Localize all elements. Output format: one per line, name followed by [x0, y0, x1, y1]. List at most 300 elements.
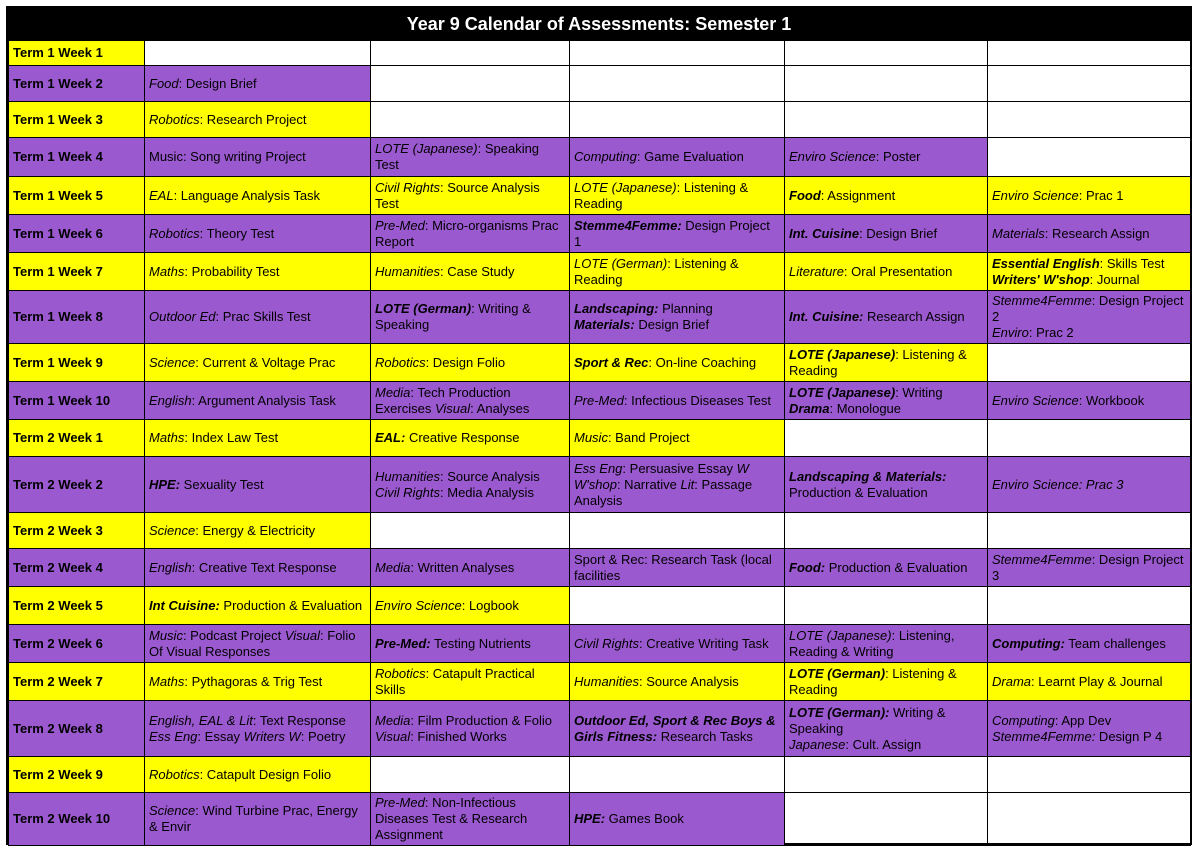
- cell-text: Maths: [149, 263, 185, 279]
- table-row: [9, 701, 1191, 757]
- week-label: Term 1 Week 10: [9, 382, 145, 420]
- cell-text: Robotics: [149, 111, 200, 127]
- cell-text: Computing: [574, 149, 637, 164]
- cell-text: Food: [789, 187, 821, 203]
- cell-text: : Non-Infectious Diseases Test & Research Assignment: [375, 795, 528, 842]
- cell-text: : Language Analysis Task: [173, 187, 321, 203]
- assessment-cell: [988, 215, 1191, 253]
- assessment-cell: [371, 701, 570, 757]
- cell-text: Food:: [789, 559, 826, 575]
- cell-text: Games Book: [605, 811, 684, 826]
- cell-text: LOTE (Japanese): [789, 627, 892, 643]
- assessment-cell: [145, 587, 371, 625]
- cell-text: : Design Brief: [859, 225, 938, 241]
- week-label: Term 1 Week 2: [9, 66, 145, 102]
- assessment-cell: [988, 138, 1191, 177]
- cell-text: Int. Cuisine:: [789, 309, 864, 324]
- assessment-cell: [785, 215, 988, 253]
- week-label: Term 2 Week 3: [9, 513, 145, 549]
- cell-text: : Research Assign: [1044, 225, 1150, 241]
- cell-text: : Narrative: [616, 476, 681, 492]
- cell-text: : Creative Writing Task: [639, 635, 769, 651]
- assessment-cell: [371, 253, 570, 291]
- assessment-cell: [570, 382, 785, 420]
- cell-text: : Prac 1: [1078, 187, 1124, 203]
- table-row: [9, 457, 1191, 513]
- cell-text: Essential English: [992, 255, 1100, 271]
- assessment-cell: [145, 177, 371, 215]
- cell-text: Food: [149, 75, 179, 91]
- assessment-cell: [988, 253, 1191, 291]
- assessment-cell: [145, 549, 371, 587]
- assessment-cell: [371, 625, 570, 663]
- cell-text: English, EAL & Lit: [149, 712, 253, 728]
- assessment-cell: [988, 344, 1191, 382]
- cell-text: Music: [149, 627, 183, 643]
- cell-text: : Monologue: [829, 400, 902, 416]
- cell-text: LOTE (German): [574, 255, 668, 271]
- assessment-cell: [371, 138, 570, 177]
- cell-text: Pre-Med: [375, 795, 425, 810]
- assessment-cell: [145, 344, 371, 382]
- cell-text: : Case Study: [440, 263, 515, 279]
- cell-text: Pre-Med: [574, 392, 624, 408]
- assessment-cell: [988, 382, 1191, 420]
- cell-text: Sport & Rec: [574, 354, 649, 370]
- cell-text: Lit: [680, 476, 695, 492]
- cell-text: Science: [149, 803, 196, 818]
- assessment-cell: [570, 41, 785, 66]
- cell-text: W W'shop: [574, 460, 749, 492]
- cell-text: : Argument Analysis Task: [191, 392, 336, 408]
- cell-text: Visual: [284, 627, 321, 643]
- cell-text: Maths: [149, 430, 185, 445]
- cell-text: Computing:: [992, 635, 1065, 651]
- assessment-cell: [371, 102, 570, 138]
- assessment-cell: [570, 663, 785, 701]
- assessment-cell: [570, 793, 785, 846]
- assessment-cell: [785, 757, 988, 793]
- cell-text: LOTE (German):: [789, 704, 890, 720]
- cell-text: : Journal: [1089, 271, 1140, 287]
- cell-text: Materials:: [574, 317, 635, 332]
- cell-text: Landscaping & Materials:: [789, 468, 947, 484]
- cell-text: Landscaping:: [574, 301, 659, 316]
- table-row: [9, 549, 1191, 587]
- cell-text: Robotics: [375, 665, 426, 681]
- cell-text: Ess Eng: [574, 460, 623, 476]
- cell-text: : Current & Voltage Prac: [195, 354, 336, 370]
- assessment-cell: [570, 291, 785, 344]
- cell-text: : Creative Text Response: [191, 559, 337, 575]
- cell-text: Drama: [992, 673, 1032, 689]
- cell-text: Visual: [434, 400, 471, 416]
- assessment-cell: [785, 457, 988, 513]
- cell-text: : Analyses: [470, 400, 530, 416]
- cell-text: Humanities: [375, 263, 441, 279]
- assessment-cell: [371, 215, 570, 253]
- assessment-cell: [988, 587, 1191, 625]
- cell-text: Production & Evaluation: [219, 597, 363, 613]
- assessment-cell: [785, 66, 988, 102]
- assessment-cell: [988, 41, 1191, 66]
- table-row: [9, 177, 1191, 215]
- cell-text: : Writing: [895, 384, 943, 400]
- cell-text: Pre-Med: [375, 217, 425, 233]
- cell-text: : Listening & Reading: [574, 179, 749, 211]
- cell-text: : Essay: [197, 728, 244, 744]
- cell-text: Sport & Rec: Research Task (local facilities: [574, 551, 772, 583]
- cell-text: : Band Project: [607, 430, 690, 445]
- assessment-cell: [785, 513, 988, 549]
- assessment-cell: [145, 701, 371, 757]
- cell-text: : Poster: [875, 149, 921, 164]
- cell-text: EAL:: [375, 430, 406, 445]
- assessment-cell: [988, 793, 1191, 846]
- cell-text: : Cult. Assign: [845, 736, 922, 752]
- assessment-cell: [145, 757, 371, 793]
- assessment-cell: [145, 215, 371, 253]
- week-label: Term 2 Week 2: [9, 457, 145, 513]
- assessment-cell: [785, 382, 988, 420]
- assessment-cell: [371, 344, 570, 382]
- cell-text: Production & Evaluation: [789, 484, 928, 500]
- assessment-cell: [785, 177, 988, 215]
- table-row: [9, 344, 1191, 382]
- week-label: Term 2 Week 4: [9, 549, 145, 587]
- cell-text: Stemme4Femme: [992, 293, 1092, 308]
- assessment-cell: [145, 793, 371, 846]
- assessment-cell: [785, 102, 988, 138]
- assessment-cell: [145, 625, 371, 663]
- cell-text: : Energy & Electricity: [195, 522, 316, 538]
- cell-text: Music: [574, 430, 608, 445]
- cell-text: Science: [149, 354, 196, 370]
- assessment-table: [8, 40, 1191, 846]
- cell-text: Outdoor Ed, Sport & Rec Boys & Girls Fitness:: [574, 712, 776, 744]
- cell-text: Robotics: [149, 766, 200, 782]
- cell-text: : Oral Presentation: [843, 263, 953, 279]
- assessment-cell: [570, 215, 785, 253]
- cell-text: Materials: [992, 225, 1045, 241]
- assessment-cell: [371, 291, 570, 344]
- cell-text: Drama: [789, 400, 830, 416]
- cell-text: : Listening & Reading: [789, 665, 957, 697]
- cell-text: LOTE (Japanese): [789, 384, 896, 400]
- cell-text: : Poetry: [300, 728, 346, 744]
- table-row: [9, 138, 1191, 177]
- assessment-cell: [145, 291, 371, 344]
- assessment-cell: [785, 701, 988, 757]
- week-label: Term 1 Week 7: [9, 253, 145, 291]
- cell-text: : Infectious Diseases Test: [623, 392, 772, 408]
- table-row: [9, 382, 1191, 420]
- assessment-cell: [988, 549, 1191, 587]
- cell-text: Enviro Science: [992, 392, 1079, 408]
- cell-text: : Catapult Design Folio: [199, 766, 332, 782]
- assessment-cell: [988, 625, 1191, 663]
- assessment-cell: [988, 177, 1191, 215]
- cell-text: LOTE (Japanese): [574, 179, 677, 195]
- cell-text: : Logbook: [461, 597, 519, 613]
- cell-text: Visual: [375, 728, 411, 744]
- cell-text: Writers' W'shop: [992, 271, 1090, 287]
- cell-text: Pre-Med:: [375, 635, 431, 651]
- cell-text: : Game Evaluation: [636, 149, 744, 164]
- cell-text: HPE:: [149, 476, 181, 492]
- assessment-cell: [785, 253, 988, 291]
- cell-text: : Text Response: [252, 712, 346, 728]
- cell-text: Int Cuisine:: [149, 597, 220, 613]
- cell-text: : Media Analysis: [440, 484, 534, 500]
- table-row: [9, 663, 1191, 701]
- week-label: Term 1 Week 1: [9, 41, 145, 66]
- cell-text: Creative Response: [405, 430, 520, 445]
- cell-text: LOTE (Japanese): [375, 141, 478, 156]
- assessment-cell: [371, 757, 570, 793]
- assessment-cell: [371, 663, 570, 701]
- cell-text: : Workbook: [1078, 392, 1145, 408]
- page-title: Year 9 Calendar of Assessments: Semester 1: [8, 8, 1190, 40]
- week-label: Term 1 Week 5: [9, 177, 145, 215]
- cell-text: : Listening & Reading: [789, 346, 967, 378]
- table-row: [9, 66, 1191, 102]
- assessment-cell: [145, 253, 371, 291]
- assessment-cell: [371, 177, 570, 215]
- cell-text: Testing Nutrients: [430, 635, 531, 651]
- week-label: Term 1 Week 4: [9, 138, 145, 177]
- cell-text: : Skills Test: [1099, 255, 1165, 271]
- cell-text: : Podcast Project: [182, 627, 285, 643]
- cell-text: Enviro Science: [789, 149, 876, 164]
- assessment-cell: [145, 663, 371, 701]
- cell-text: : Wind Turbine Prac, Energy & Envir: [149, 803, 358, 834]
- assessment-cell: [145, 66, 371, 102]
- cell-text: Civil Rights: [375, 179, 441, 195]
- cell-text: : Source Analysis: [440, 468, 540, 484]
- cell-text: LOTE (Japanese): [789, 346, 896, 362]
- cell-text: English: [149, 392, 192, 408]
- assessment-cell: [371, 793, 570, 846]
- assessment-cell: [570, 66, 785, 102]
- cell-text: : Source Analysis: [639, 673, 739, 689]
- table-row: [9, 757, 1191, 793]
- cell-text: : Catapult Practical Skills: [375, 665, 535, 697]
- table-row: [9, 793, 1191, 846]
- week-label: Term 1 Week 3: [9, 102, 145, 138]
- assessment-cell: [988, 663, 1191, 701]
- assessment-cell: [988, 513, 1191, 549]
- cell-text: Design Project 1: [574, 217, 770, 249]
- assessment-cell: [570, 344, 785, 382]
- table-row: [9, 215, 1191, 253]
- table-row: [9, 102, 1191, 138]
- cell-text: : Prac Skills Test: [215, 309, 311, 324]
- table-row: [9, 587, 1191, 625]
- cell-text: Stemme4Femme:: [574, 217, 682, 233]
- assessment-cell: [785, 291, 988, 344]
- cell-text: EAL: [149, 187, 174, 203]
- cell-text: Music: Song writing Project: [149, 149, 306, 164]
- cell-text: Enviro Science: [992, 187, 1079, 203]
- cell-text: : Listening, Reading & Writing: [789, 627, 955, 659]
- assessment-cell: [988, 66, 1191, 102]
- cell-text: Civil Rights: [574, 635, 640, 651]
- cell-text: : Passage Analysis: [574, 476, 753, 508]
- cell-text: Enviro: [992, 325, 1029, 340]
- table-row: [9, 253, 1191, 291]
- cell-text: : Learnt Play & Journal: [1031, 673, 1163, 689]
- assessment-cell: [570, 513, 785, 549]
- cell-text: : Design Brief: [178, 75, 257, 91]
- cell-text: : Index Law Test: [184, 430, 279, 445]
- cell-text: Stemme4Femme: [992, 551, 1092, 567]
- assessment-cell: [570, 420, 785, 457]
- cell-text: Literature: [789, 263, 844, 279]
- cell-text: Writers W: [243, 728, 301, 744]
- cell-text: : Tech Production Exercises: [375, 384, 511, 416]
- cell-text: HPE:: [574, 811, 606, 826]
- table-row: [9, 625, 1191, 663]
- assessment-cell: [570, 757, 785, 793]
- cell-text: : Probability Test: [184, 263, 280, 279]
- assessment-cell: [145, 420, 371, 457]
- assessment-cell: [570, 625, 785, 663]
- assessment-cell: [785, 344, 988, 382]
- assessment-cell: [371, 587, 570, 625]
- assessment-cell: [988, 102, 1191, 138]
- cell-text: Robotics: [375, 354, 426, 370]
- cell-text: English: [149, 559, 192, 575]
- cell-text: : Persuasive Essay: [622, 460, 737, 476]
- assessment-cell: [145, 513, 371, 549]
- cell-text: : Writing & Speaking: [375, 301, 531, 332]
- cell-text: LOTE (German): [789, 665, 886, 681]
- cell-text: Media: [375, 559, 411, 575]
- cell-text: Sexuality Test: [180, 476, 264, 492]
- assessment-cell: [988, 757, 1191, 793]
- assessment-cell: [570, 457, 785, 513]
- cell-text: : Pythagoras & Trig Test: [184, 673, 323, 689]
- cell-text: : Prac 2: [1028, 325, 1074, 340]
- cell-text: : Written Analyses: [410, 559, 515, 575]
- cell-text: Computing: [992, 712, 1055, 728]
- cell-text: Japanese: [789, 736, 846, 752]
- cell-text: : Listening & Reading: [574, 255, 739, 287]
- assessment-cell: [145, 41, 371, 66]
- table-row: [9, 291, 1191, 344]
- cell-text: Maths: [149, 673, 185, 689]
- week-label: Term 2 Week 7: [9, 663, 145, 701]
- week-label: Term 2 Week 8: [9, 701, 145, 757]
- assessment-cell: [570, 549, 785, 587]
- assessment-cell: [570, 177, 785, 215]
- assessment-cell: [785, 41, 988, 66]
- cell-text: : Research Project: [199, 111, 307, 127]
- week-label: Term 2 Week 5: [9, 587, 145, 625]
- cell-text: Design P 4: [1095, 728, 1163, 744]
- assessment-cell: [371, 457, 570, 513]
- week-label: Term 1 Week 8: [9, 291, 145, 344]
- assessment-cell: [371, 513, 570, 549]
- cell-text: : Source Analysis Test: [375, 179, 540, 211]
- assessment-cell: [988, 420, 1191, 457]
- cell-text: : Speaking Test: [375, 141, 540, 172]
- assessment-cell: [785, 420, 988, 457]
- cell-text: Humanities: [574, 673, 640, 689]
- cell-text: Planning: [658, 301, 713, 316]
- assessment-cell: [570, 102, 785, 138]
- table-row: [9, 420, 1191, 457]
- cell-text: Research Assign: [863, 309, 965, 324]
- assessment-cell: [371, 420, 570, 457]
- assessment-cell: [570, 253, 785, 291]
- cell-text: Humanities: [375, 468, 441, 484]
- cell-text: Media: [375, 712, 411, 728]
- table-row: [9, 513, 1191, 549]
- week-label: Term 2 Week 1: [9, 420, 145, 457]
- cell-text: Team challenges: [1064, 635, 1166, 651]
- cell-text: Int. Cuisine: [789, 225, 860, 241]
- cell-text: : Finished Works: [410, 728, 507, 744]
- assessment-cell: [371, 382, 570, 420]
- cell-text: Writing & Speaking: [789, 704, 946, 736]
- cell-text: : On-line Coaching: [648, 354, 757, 370]
- cell-text: : Design Project 2: [992, 293, 1184, 324]
- cell-text: Enviro Science: [375, 597, 462, 613]
- assessment-cell: [570, 138, 785, 177]
- cell-text: : Design Folio: [425, 354, 506, 370]
- cell-text: Production & Evaluation: [825, 559, 968, 575]
- assessment-cell: [570, 701, 785, 757]
- assessment-cell: [371, 549, 570, 587]
- cell-text: Research Tasks: [657, 728, 753, 744]
- assessment-calendar: [6, 6, 1192, 845]
- week-label: Term 1 Week 9: [9, 344, 145, 382]
- assessment-cell: [785, 793, 988, 846]
- cell-text: : App Dev: [1054, 712, 1112, 728]
- cell-text: : Folio Of Visual Responses: [149, 627, 356, 659]
- week-label: Term 2 Week 10: [9, 793, 145, 846]
- assessment-cell: [145, 138, 371, 177]
- cell-text: Media: [375, 384, 411, 400]
- cell-text: Robotics: [149, 225, 200, 241]
- assessment-cell: [145, 457, 371, 513]
- cell-text: LOTE (German): [375, 301, 472, 316]
- week-label: Term 2 Week 6: [9, 625, 145, 663]
- assessment-cell: [145, 102, 371, 138]
- cell-text: Enviro Science: Prac 3: [992, 476, 1124, 492]
- cell-text: : Micro-organisms Prac Report: [375, 217, 559, 249]
- assessment-cell: [371, 41, 570, 66]
- assessment-cell: [785, 663, 988, 701]
- assessment-cell: [570, 587, 785, 625]
- cell-text: Stemme4Femme:: [992, 728, 1096, 744]
- assessment-cell: [785, 625, 988, 663]
- cell-text: : Assignment: [820, 187, 896, 203]
- week-label: Term 2 Week 9: [9, 757, 145, 793]
- cell-text: : Design Project 3: [992, 551, 1184, 583]
- cell-text: Outdoor Ed: [149, 309, 216, 324]
- week-label: Term 1 Week 6: [9, 215, 145, 253]
- assessment-cell: [988, 701, 1191, 757]
- assessment-cell: [785, 587, 988, 625]
- assessment-cell: [785, 138, 988, 177]
- assessment-cell: [785, 549, 988, 587]
- cell-text: Civil Rights: [375, 484, 441, 500]
- assessment-cell: [988, 457, 1191, 513]
- table-row: [9, 41, 1191, 66]
